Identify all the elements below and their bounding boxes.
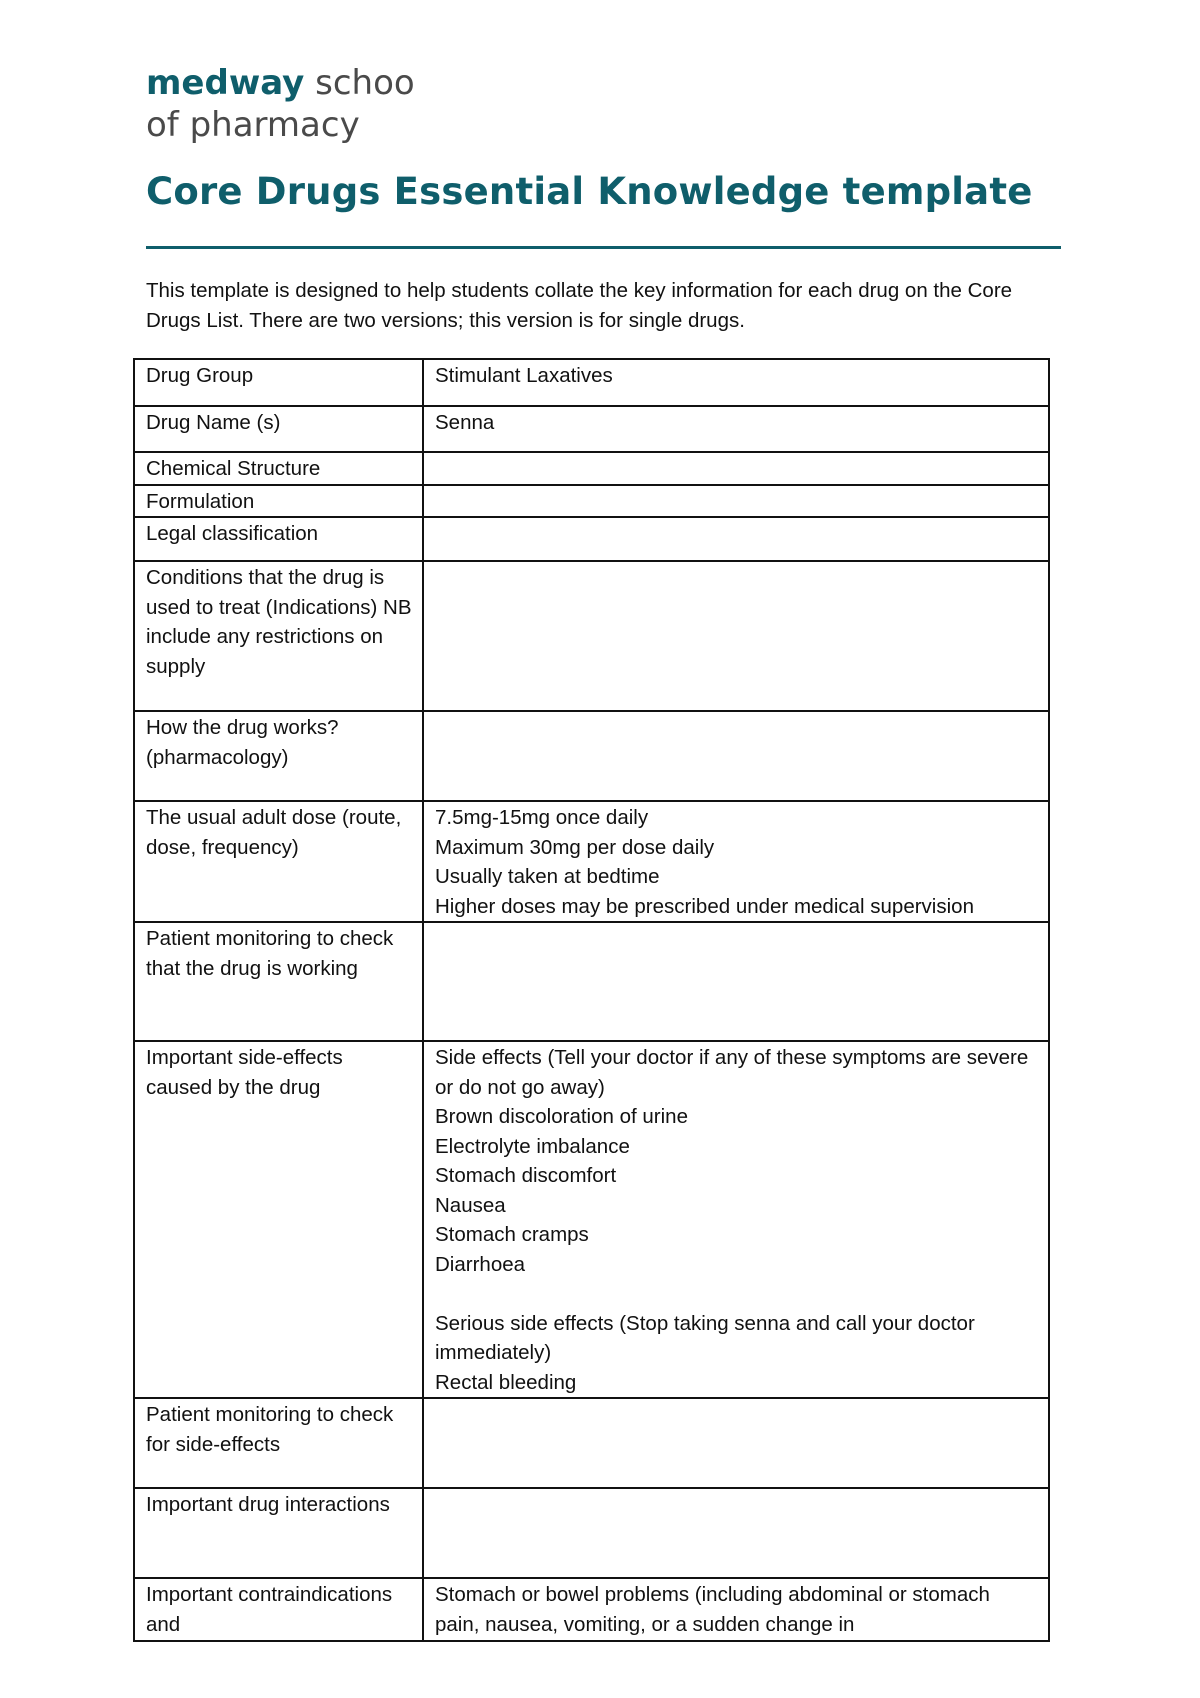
row-value (423, 517, 1049, 561)
row-value: 7.5mg-15mg once daily Maximum 30mg per dose daily Usually taken at bedtime Higher doses may be prescribed under medical supervision (423, 801, 1049, 922)
row-value (423, 452, 1049, 485)
title-divider (146, 246, 1061, 249)
drug-knowledge-table (133, 358, 1050, 1642)
table-row (134, 1488, 1049, 1578)
logo-school: schoo (315, 63, 415, 103)
table-row (134, 1578, 1049, 1641)
logo-line-2: of pharmacy (146, 105, 360, 145)
row-label: Patient monitoring to check that the drug is working (134, 922, 423, 1041)
row-label: Important side-effects caused by the drug (134, 1041, 423, 1398)
table-row (134, 711, 1049, 801)
intro-paragraph: This template is designed to help students collate the key information for each drug on the Core Drugs List. There are two versions; this version is for single drugs. (146, 279, 1013, 332)
logo-brand: medway (146, 63, 305, 103)
table-row (134, 1041, 1049, 1398)
table-row (134, 561, 1049, 711)
row-value (423, 922, 1049, 1041)
row-label: Important drug interactions (134, 1488, 423, 1578)
school-logo (146, 62, 415, 146)
row-label: How the drug works? (pharmacology) (134, 711, 423, 801)
table-row (134, 406, 1049, 452)
row-label: Patient monitoring to check for side-effects (134, 1398, 423, 1488)
row-value (423, 561, 1049, 711)
table-row (134, 517, 1049, 561)
row-label: Important contraindications and (134, 1578, 423, 1641)
row-label: Formulation (134, 485, 423, 518)
page-title: Core Drugs Essential Knowledge template (146, 170, 1033, 213)
row-value (423, 711, 1049, 801)
logo-line-1 (146, 62, 415, 104)
row-value: Senna (423, 406, 1049, 452)
row-label: The usual adult dose (route, dose, frequency) (134, 801, 423, 922)
table-row (134, 801, 1049, 922)
row-value (423, 1488, 1049, 1578)
row-label: Drug Group (134, 359, 423, 406)
row-value (423, 485, 1049, 518)
table-row (134, 922, 1049, 1041)
row-label: Conditions that the drug is used to treat (Indications) NB include any restrictions on supply (134, 561, 423, 711)
row-label: Legal classification (134, 517, 423, 561)
row-value: Side effects (Tell your doctor if any of these symptoms are severe or do not go away) Brown discoloration of urine Electrolyte imbalance Stomach discomfort Nausea Stomach cramps Diarrhoea Serious side effects (Stop taking senna and call your doctor immediately) Rectal bleeding (423, 1041, 1049, 1398)
table-row (134, 452, 1049, 485)
row-label: Chemical Structure (134, 452, 423, 485)
table-row (134, 359, 1049, 406)
row-value: Stimulant Laxatives (423, 359, 1049, 406)
row-label: Drug Name (s) (134, 406, 423, 452)
row-value: Stomach or bowel problems (including abdominal or stomach pain, nausea, vomiting, or a sudden change in (423, 1578, 1049, 1641)
table-row (134, 1398, 1049, 1488)
table-row (134, 485, 1049, 518)
row-value (423, 1398, 1049, 1488)
